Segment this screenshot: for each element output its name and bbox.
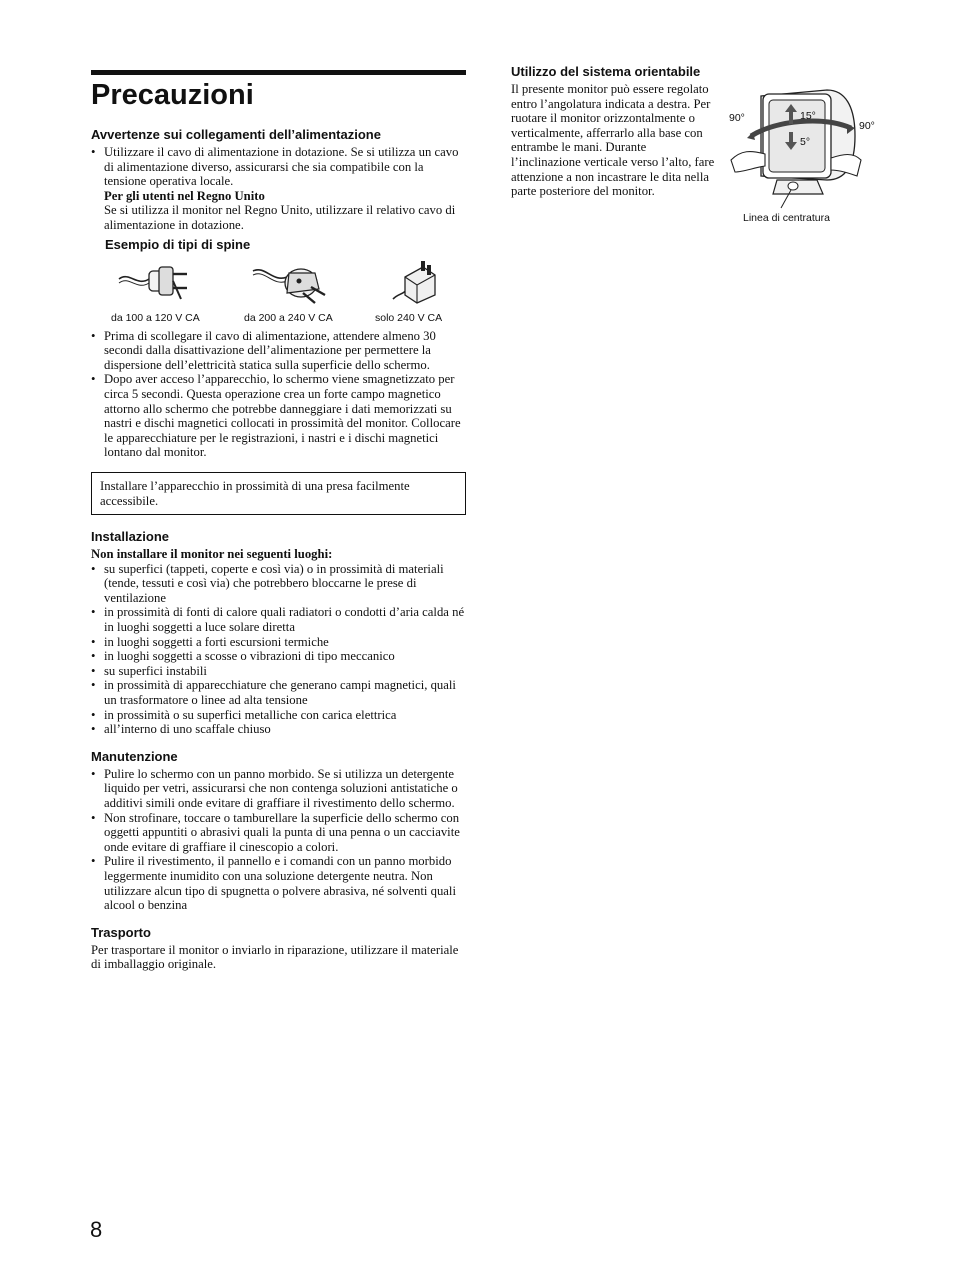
right-column	[511, 64, 875, 224]
list-item: • in luoghi soggetti a forti escursioni termiche	[91, 635, 466, 650]
maintenance-section	[91, 749, 466, 913]
power-list-2	[91, 329, 466, 460]
centering-line-caption: Linea di centratura	[743, 212, 830, 224]
angle-down-label: 5°	[800, 136, 811, 148]
plugs-heading: Esempio di tipi di spine	[105, 236, 251, 252]
list-item: • all’interno di uno scaffale chiuso	[91, 722, 466, 737]
list-item: • su superfici (tappeti, coperte e così via) o in prossimità di materiali (tende, tessuti e così via) che potrebbero bloccarne le prese di ventilazione	[91, 562, 466, 606]
list-item: • Non strofinare, toccare o tamburellare la superficie dello schermo con oggetti appuntiti o abrasivi quali la punta di una penna o un cacciavite onde evitare di graffiare il cinescopio a colori.	[91, 811, 466, 855]
transport-section	[91, 925, 466, 972]
transport-text: Per trasportare il monitor o inviarlo in riparazione, utilizzare il materiale di imballaggio originale.	[91, 942, 459, 972]
angle-left-label: 90°	[729, 112, 745, 124]
uk-text: Se si utilizza il monitor nel Regno Unito, utilizzare il relativo cavo di alimentazione in dotazione.	[104, 203, 456, 232]
swivel-figure	[727, 76, 877, 236]
list-item: • in prossimità di apparecchiature che generano campi magnetici, quali un trasformatore o linee ad alta tensione	[91, 678, 466, 707]
list-item: • Pulire il rivestimento, il pannello e i comandi con un panno morbido leggermente inumidito con una soluzione detergente neutra. Non utilizzare alcun tipo di spugnetta o polvere abrasiva, né solventi quali alcool o benzina	[91, 854, 466, 912]
monitor-swivel-illustration	[727, 76, 877, 226]
list-item: • in prossimità di fonti di calore quali radiatori o condotti d’aria calda né in luoghi soggetti a luce solare diretta	[91, 605, 466, 634]
install-subheading: Non installare il monitor nei seguenti luoghi:	[91, 547, 333, 562]
list-item: • Utilizzare il cavo di alimentazione in dotazione. Se si utilizza un cavo di alimentazione diverso, assicurarsi che sia compatibile con la tensione operativa locale.	[91, 145, 466, 189]
plug-examples	[91, 259, 466, 323]
eu-plug-icon	[251, 259, 341, 309]
transport-heading: Trasporto	[91, 924, 151, 940]
plug-eu	[251, 259, 341, 314]
uk-plug-icon	[391, 259, 441, 309]
angle-up-label: 15°	[800, 110, 816, 122]
list-item: • Dopo aver acceso l’apparecchio, lo schermo viene smagnetizzato per circa 5 secondi. Questa operazione crea un forte campo magnetico attorno allo schermo che potrebbe danneggiare i dati memorizzati su nastri e dischi magnetici collocati in prossimità del monitor. Collocare le apparecchiature per le registrazioni, i nastri e i dischi magnetici lontano dal monitor.	[91, 372, 466, 460]
notice-text: Installare l’apparecchio in prossimità di una presa facilmente accessibile.	[100, 478, 410, 508]
us-plug-icon	[117, 259, 197, 309]
page-title: Precauzioni	[91, 79, 254, 111]
maintenance-heading: Manutenzione	[91, 748, 178, 764]
swivel-text: Il presente monitor può essere regolato entro l’angolatura indicata a destra. Per ruotare il monitor orizzontalmente o verticalmente, afferrarlo alla base con entrambe le mani. Durante l’inclinazione verticale verso l’alto, fare attenzione a non incastrare le dita nella parte posteriore del monitor.	[511, 82, 715, 199]
plug-label-eu: da 200 a 240 V CA	[244, 311, 333, 324]
list-item: • su superfici instabili	[91, 664, 466, 679]
list-item: • in prossimità o su superfici metalliche con carica elettrica	[91, 708, 466, 723]
list-item: • Prima di scollegare il cavo di alimentazione, attendere almeno 30 secondi dalla disattivazione dell’alimentazione per permettere la dispersione dell’elettricità statica sulla superficie dello schermo.	[91, 329, 466, 373]
page-number: 8	[90, 1217, 103, 1242]
plug-uk	[391, 259, 441, 314]
power-heading: Avvertenze sui collegamenti dell’alimentazione	[91, 127, 381, 142]
plug-label-uk: solo 240 V CA	[375, 311, 443, 324]
swivel-heading: Utilizzo del sistema orientabile	[511, 64, 701, 79]
left-column	[91, 70, 466, 972]
install-list	[91, 562, 466, 737]
title-rule	[91, 70, 466, 75]
angle-right-label: 90°	[859, 120, 875, 132]
power-list-1	[91, 145, 466, 189]
notice-box	[91, 472, 466, 515]
uk-title: Per gli utenti nel Regno Unito	[104, 188, 265, 203]
install-heading: Installazione	[91, 529, 170, 545]
list-item: • in luoghi soggetti a scosse o vibrazioni di tipo meccanico	[91, 649, 466, 664]
uk-note	[91, 189, 466, 233]
plug-label-us: da 100 a 120 V CA	[111, 311, 200, 324]
maintenance-list	[91, 767, 466, 913]
list-item: • Pulire lo schermo con un panno morbido. Se si utilizza un detergente liquido per vetri, assicurarsi che non contenga soluzioni antistatiche o additivi simili onde evitare di graffiare il rivestimento dello schermo.	[91, 767, 466, 811]
plug-us	[117, 259, 197, 314]
